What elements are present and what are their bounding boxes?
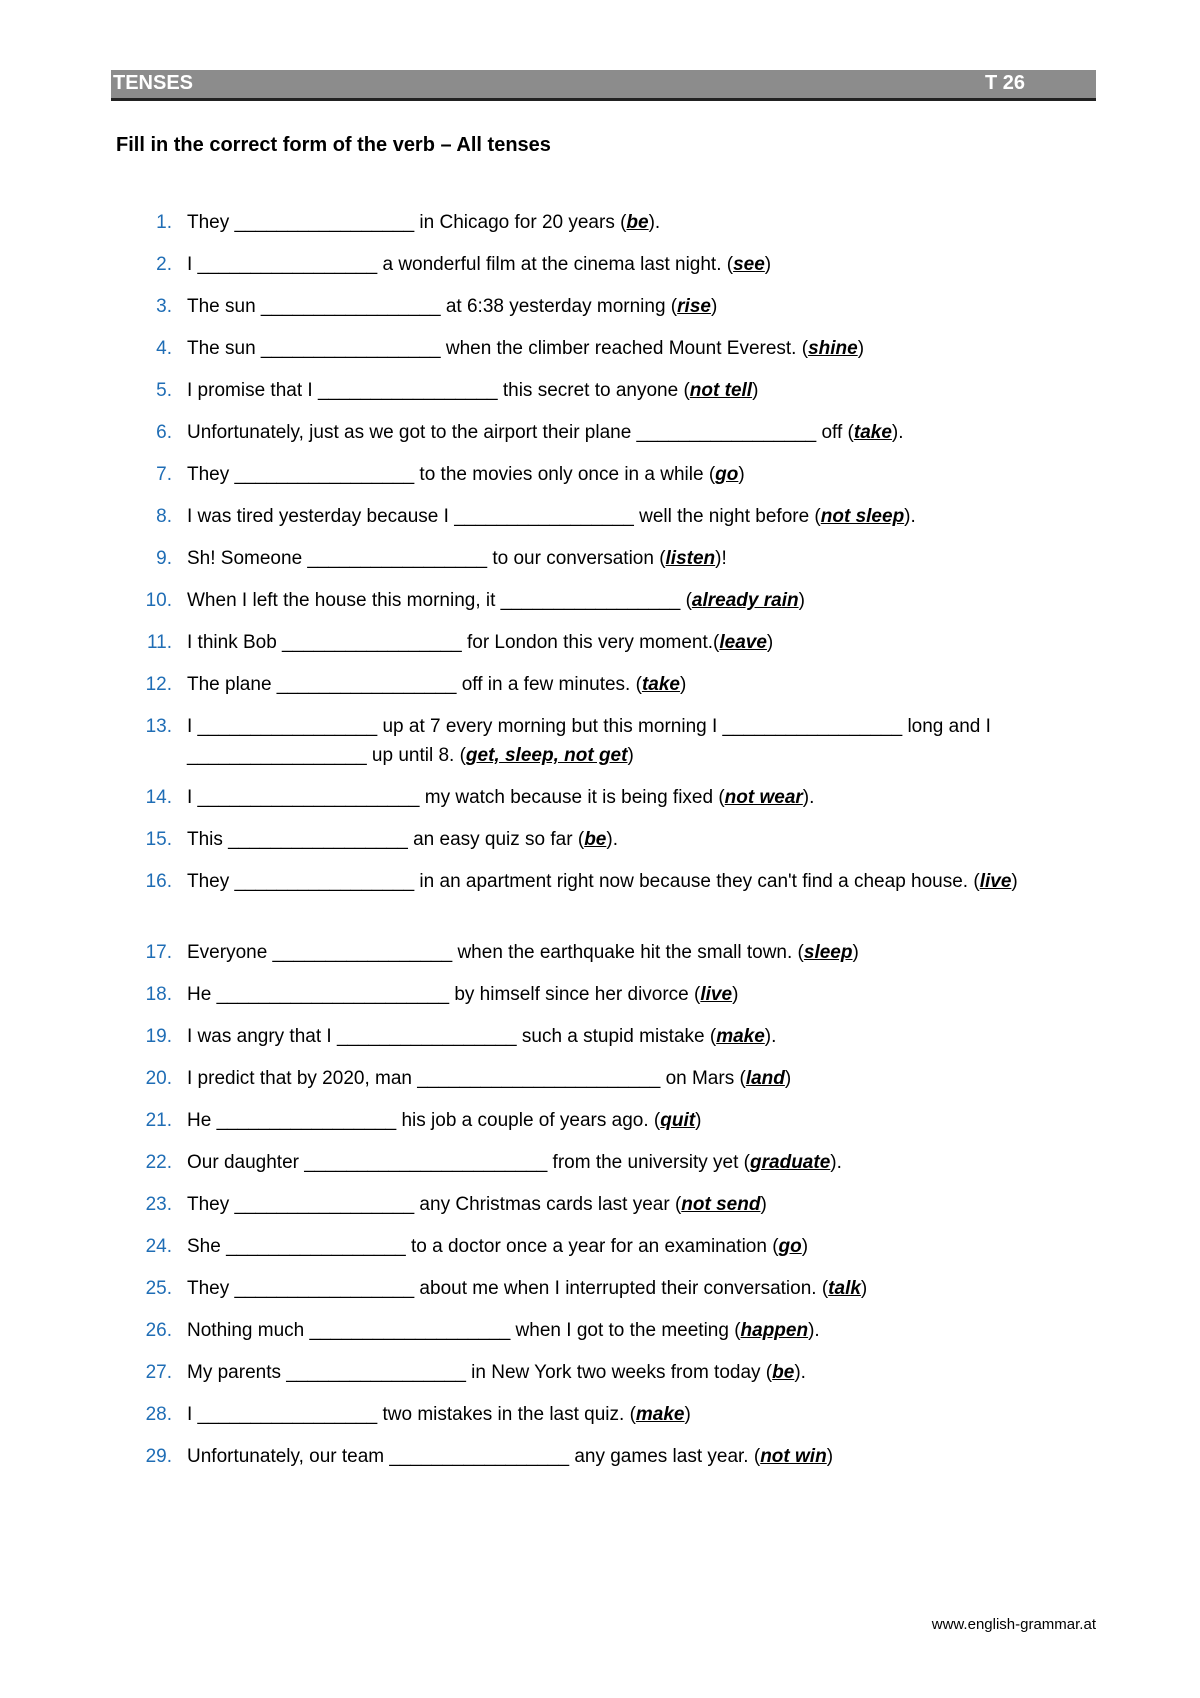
exercise-number: 3. — [156, 296, 172, 317]
exercise-sentence — [187, 208, 1097, 237]
verb-hint: talk — [828, 1278, 861, 1299]
sentence-end: ). — [764, 1026, 777, 1047]
sentence-end: ). — [802, 787, 815, 808]
sentence-text: I _________________ two mistakes in the last quiz. ( — [187, 1404, 636, 1425]
sentence-end: ) — [798, 590, 805, 611]
sentence-text: Sh! Someone _________________ to our conversation ( — [187, 548, 666, 569]
sentence-text: The sun _________________ at 6:38 yesterday morning ( — [187, 296, 678, 317]
exercise-sentence — [187, 1190, 1097, 1219]
exercise-sentence — [187, 292, 1097, 321]
verb-hint: not tell — [689, 380, 753, 401]
verb-hint: leave — [719, 632, 767, 653]
verb-hint: not win — [760, 1446, 827, 1467]
exercise-number: 17. — [145, 942, 172, 963]
sentence-end: ) — [760, 1194, 767, 1215]
sentence-end: ) — [627, 745, 634, 766]
exercise-sentence — [187, 1022, 1097, 1051]
exercise-sentence — [187, 1274, 1097, 1303]
sentence-end: ). — [891, 422, 904, 443]
exercise-number: 15. — [145, 829, 172, 850]
verb-hint: see — [733, 254, 765, 275]
sentence-text: I _____________________ my watch because it is being fixed ( — [187, 787, 725, 808]
verb-hint: already rain — [691, 590, 799, 611]
verb-hint: land — [745, 1068, 785, 1089]
exercise-sentence — [187, 418, 1097, 447]
sentence-text: He _________________ his job a couple of years ago. ( — [187, 1110, 661, 1131]
exercise-number: 22. — [145, 1152, 172, 1173]
verb-hint: take — [641, 674, 680, 695]
exercise-number: 16. — [145, 871, 172, 892]
sentence-end: ). — [648, 212, 661, 233]
exercise-number: 5. — [156, 380, 172, 401]
exercise-sentence — [187, 502, 1097, 531]
exercise-sentence — [187, 670, 1097, 699]
verb-hint: graduate — [750, 1152, 831, 1173]
exercise-sentence — [187, 1400, 1097, 1429]
sentence-end: ) — [826, 1446, 834, 1467]
sentence-end: ) — [857, 338, 865, 359]
verb-hint: not wear — [724, 787, 803, 808]
exercise-sentence — [187, 1316, 1097, 1345]
exercise-number: 4. — [156, 338, 172, 359]
exercise-number: 29. — [145, 1446, 172, 1467]
verb-hint: listen — [665, 548, 716, 569]
sentence-text: They _________________ any Christmas cards last year ( — [187, 1194, 682, 1215]
exercise-number: 13. — [145, 716, 172, 737]
exercise-number: 27. — [145, 1362, 172, 1383]
verb-hint: rise — [677, 296, 711, 317]
sentence-end: ). — [830, 1152, 842, 1173]
sentence-end: ). — [904, 506, 916, 527]
sentence-text: He ______________________ by himself since her divorce ( — [187, 984, 701, 1005]
verb-hint: be — [626, 212, 649, 233]
verb-hint: make — [716, 1026, 765, 1047]
sentence-end: ) — [766, 632, 774, 653]
footer-url: www.english-grammar.at — [931, 1616, 1096, 1633]
verb-hint: live — [700, 984, 733, 1005]
exercise-sentence — [187, 1358, 1097, 1387]
sentence-text: This _________________ an easy quiz so far ( — [187, 829, 585, 850]
sentence-end: ) — [710, 296, 718, 317]
sentence-end: ) — [684, 1404, 691, 1425]
sentence-text: She _________________ to a doctor once a year for an examination ( — [187, 1236, 779, 1257]
sentence-text: I _________________ a wonderful film at the cinema last night. ( — [187, 254, 734, 275]
sentence-text: I promise that I _________________ this secret to anyone ( — [187, 380, 690, 401]
exercise-sentence — [187, 544, 1097, 573]
exercise-number: 10. — [145, 590, 172, 611]
exercise-number: 8. — [156, 506, 172, 527]
sentence-end: ) — [764, 254, 772, 275]
sentence-text: I was tired yesterday because I _________________ well the night before ( — [187, 506, 821, 527]
verb-hint: go — [778, 1236, 802, 1257]
verb-hint: get, sleep, not get — [465, 745, 628, 766]
verb-hint: live — [979, 871, 1012, 892]
sentence-end: ) — [679, 674, 687, 695]
verb-hint: not send — [681, 1194, 761, 1215]
exercise-number: 14. — [145, 787, 172, 808]
sentence-end: ). — [606, 829, 618, 850]
sentence-end: ) — [695, 1110, 702, 1131]
sentence-text: Unfortunately, just as we got to the airport their plane _________________ off ( — [187, 422, 854, 443]
sentence-text: I was angry that I _________________ such a stupid mistake ( — [187, 1026, 717, 1047]
sentence-text: Our daughter _______________________ from the university yet ( — [187, 1152, 751, 1173]
page-title: Fill in the correct form of the verb – All tenses — [116, 134, 551, 156]
header-topic: TENSES — [113, 72, 194, 94]
sentence-text: The plane _________________ off in a few minutes. ( — [187, 674, 642, 695]
sentence-end: )! — [715, 548, 727, 569]
sentence-end: ) — [752, 380, 759, 401]
exercise-sentence — [187, 1232, 1097, 1261]
exercise-number: 12. — [145, 674, 172, 695]
sentence-text: The sun _________________ when the climber reached Mount Everest. ( — [187, 338, 809, 359]
exercise-sentence — [187, 867, 1097, 896]
sentence-end: ) — [801, 1236, 809, 1257]
sentence-end: ) — [852, 942, 859, 963]
exercise-sentence — [187, 1442, 1097, 1471]
exercise-number: 25. — [145, 1278, 172, 1299]
sentence-text: They _________________ to the movies only once in a while ( — [187, 464, 716, 485]
verb-hint: go — [715, 464, 739, 485]
exercise-sentence — [187, 250, 1097, 279]
sentence-end: ) — [1011, 871, 1018, 892]
exercise-sentence — [187, 586, 1097, 615]
exercise-number: 18. — [145, 984, 172, 1005]
exercise-sentence — [187, 334, 1097, 363]
sentence-text: Unfortunately, our team _________________ any games last year. ( — [187, 1446, 761, 1467]
exercise-number: 9. — [156, 548, 172, 569]
exercise-number: 26. — [145, 1320, 172, 1341]
sentence-end: ). — [808, 1320, 820, 1341]
exercise-sentence — [187, 825, 1097, 854]
sentence-text: My parents _________________ in New York two weeks from today ( — [187, 1362, 773, 1383]
exercise-sentence — [187, 938, 1097, 967]
sentence-text: I predict that by 2020, man _______________________ on Mars ( — [187, 1068, 746, 1089]
exercise-sentence — [187, 628, 1097, 657]
exercise-number: 11. — [146, 632, 172, 653]
sentence-text: Nothing much ___________________ when I got to the meeting ( — [187, 1320, 741, 1341]
sentence-end: ) — [732, 984, 739, 1005]
header-bar — [111, 70, 1096, 101]
sentence-end: ) — [738, 464, 745, 485]
verb-hint: be — [772, 1362, 795, 1383]
verb-hint: quit — [660, 1110, 696, 1131]
exercise-sentence — [187, 1064, 1097, 1093]
verb-hint: shine — [808, 338, 858, 359]
sentence-text: Everyone _________________ when the earthquake hit the small town. ( — [187, 942, 804, 963]
exercise-number: 6. — [156, 422, 172, 443]
exercise-sentence — [187, 712, 1097, 770]
sentence-end: ) — [860, 1278, 868, 1299]
sentence-end: ). — [794, 1362, 806, 1383]
exercise-number: 23. — [145, 1194, 172, 1215]
exercise-sentence — [187, 376, 1097, 405]
exercise-number: 21. — [145, 1110, 172, 1131]
exercise-sentence — [187, 460, 1097, 489]
sentence-end: ) — [784, 1068, 792, 1089]
exercise-sentence — [187, 980, 1097, 1009]
verb-hint: not sleep — [820, 506, 905, 527]
sentence-text: They _________________ about me when I interrupted their conversation. ( — [187, 1278, 829, 1299]
sentence-text: They _________________ in an apartment right now because they can't find a cheap house. ( — [187, 871, 980, 892]
exercise-number: 28. — [145, 1404, 172, 1425]
header-sheet-number: T 26 — [985, 72, 1026, 94]
exercise-sentence — [187, 1106, 1097, 1135]
exercise-number: 2. — [156, 254, 172, 275]
sentence-text: When I left the house this morning, it _________________ ( — [187, 590, 692, 611]
verb-hint: take — [853, 422, 892, 443]
verb-hint: sleep — [803, 942, 853, 963]
sentence-text: They _________________ in Chicago for 20 years ( — [187, 212, 627, 233]
exercise-number: 24. — [145, 1236, 172, 1257]
sentence-text: I _________________ up at 7 every morning but this morning I _________________ long and I _________________ up until 8. ( — [187, 716, 997, 766]
sentence-text: I think Bob _________________ for London this very moment.( — [187, 632, 720, 653]
exercise-number: 19. — [145, 1026, 172, 1047]
exercise-sentence — [187, 783, 1097, 812]
exercise-number: 1. — [156, 212, 172, 233]
exercise-number: 20. — [145, 1068, 172, 1089]
verb-hint: happen — [740, 1320, 809, 1341]
verb-hint: make — [635, 1404, 685, 1425]
verb-hint: be — [584, 829, 607, 850]
exercise-sentence — [187, 1148, 1097, 1177]
exercise-number: 7. — [156, 464, 172, 485]
